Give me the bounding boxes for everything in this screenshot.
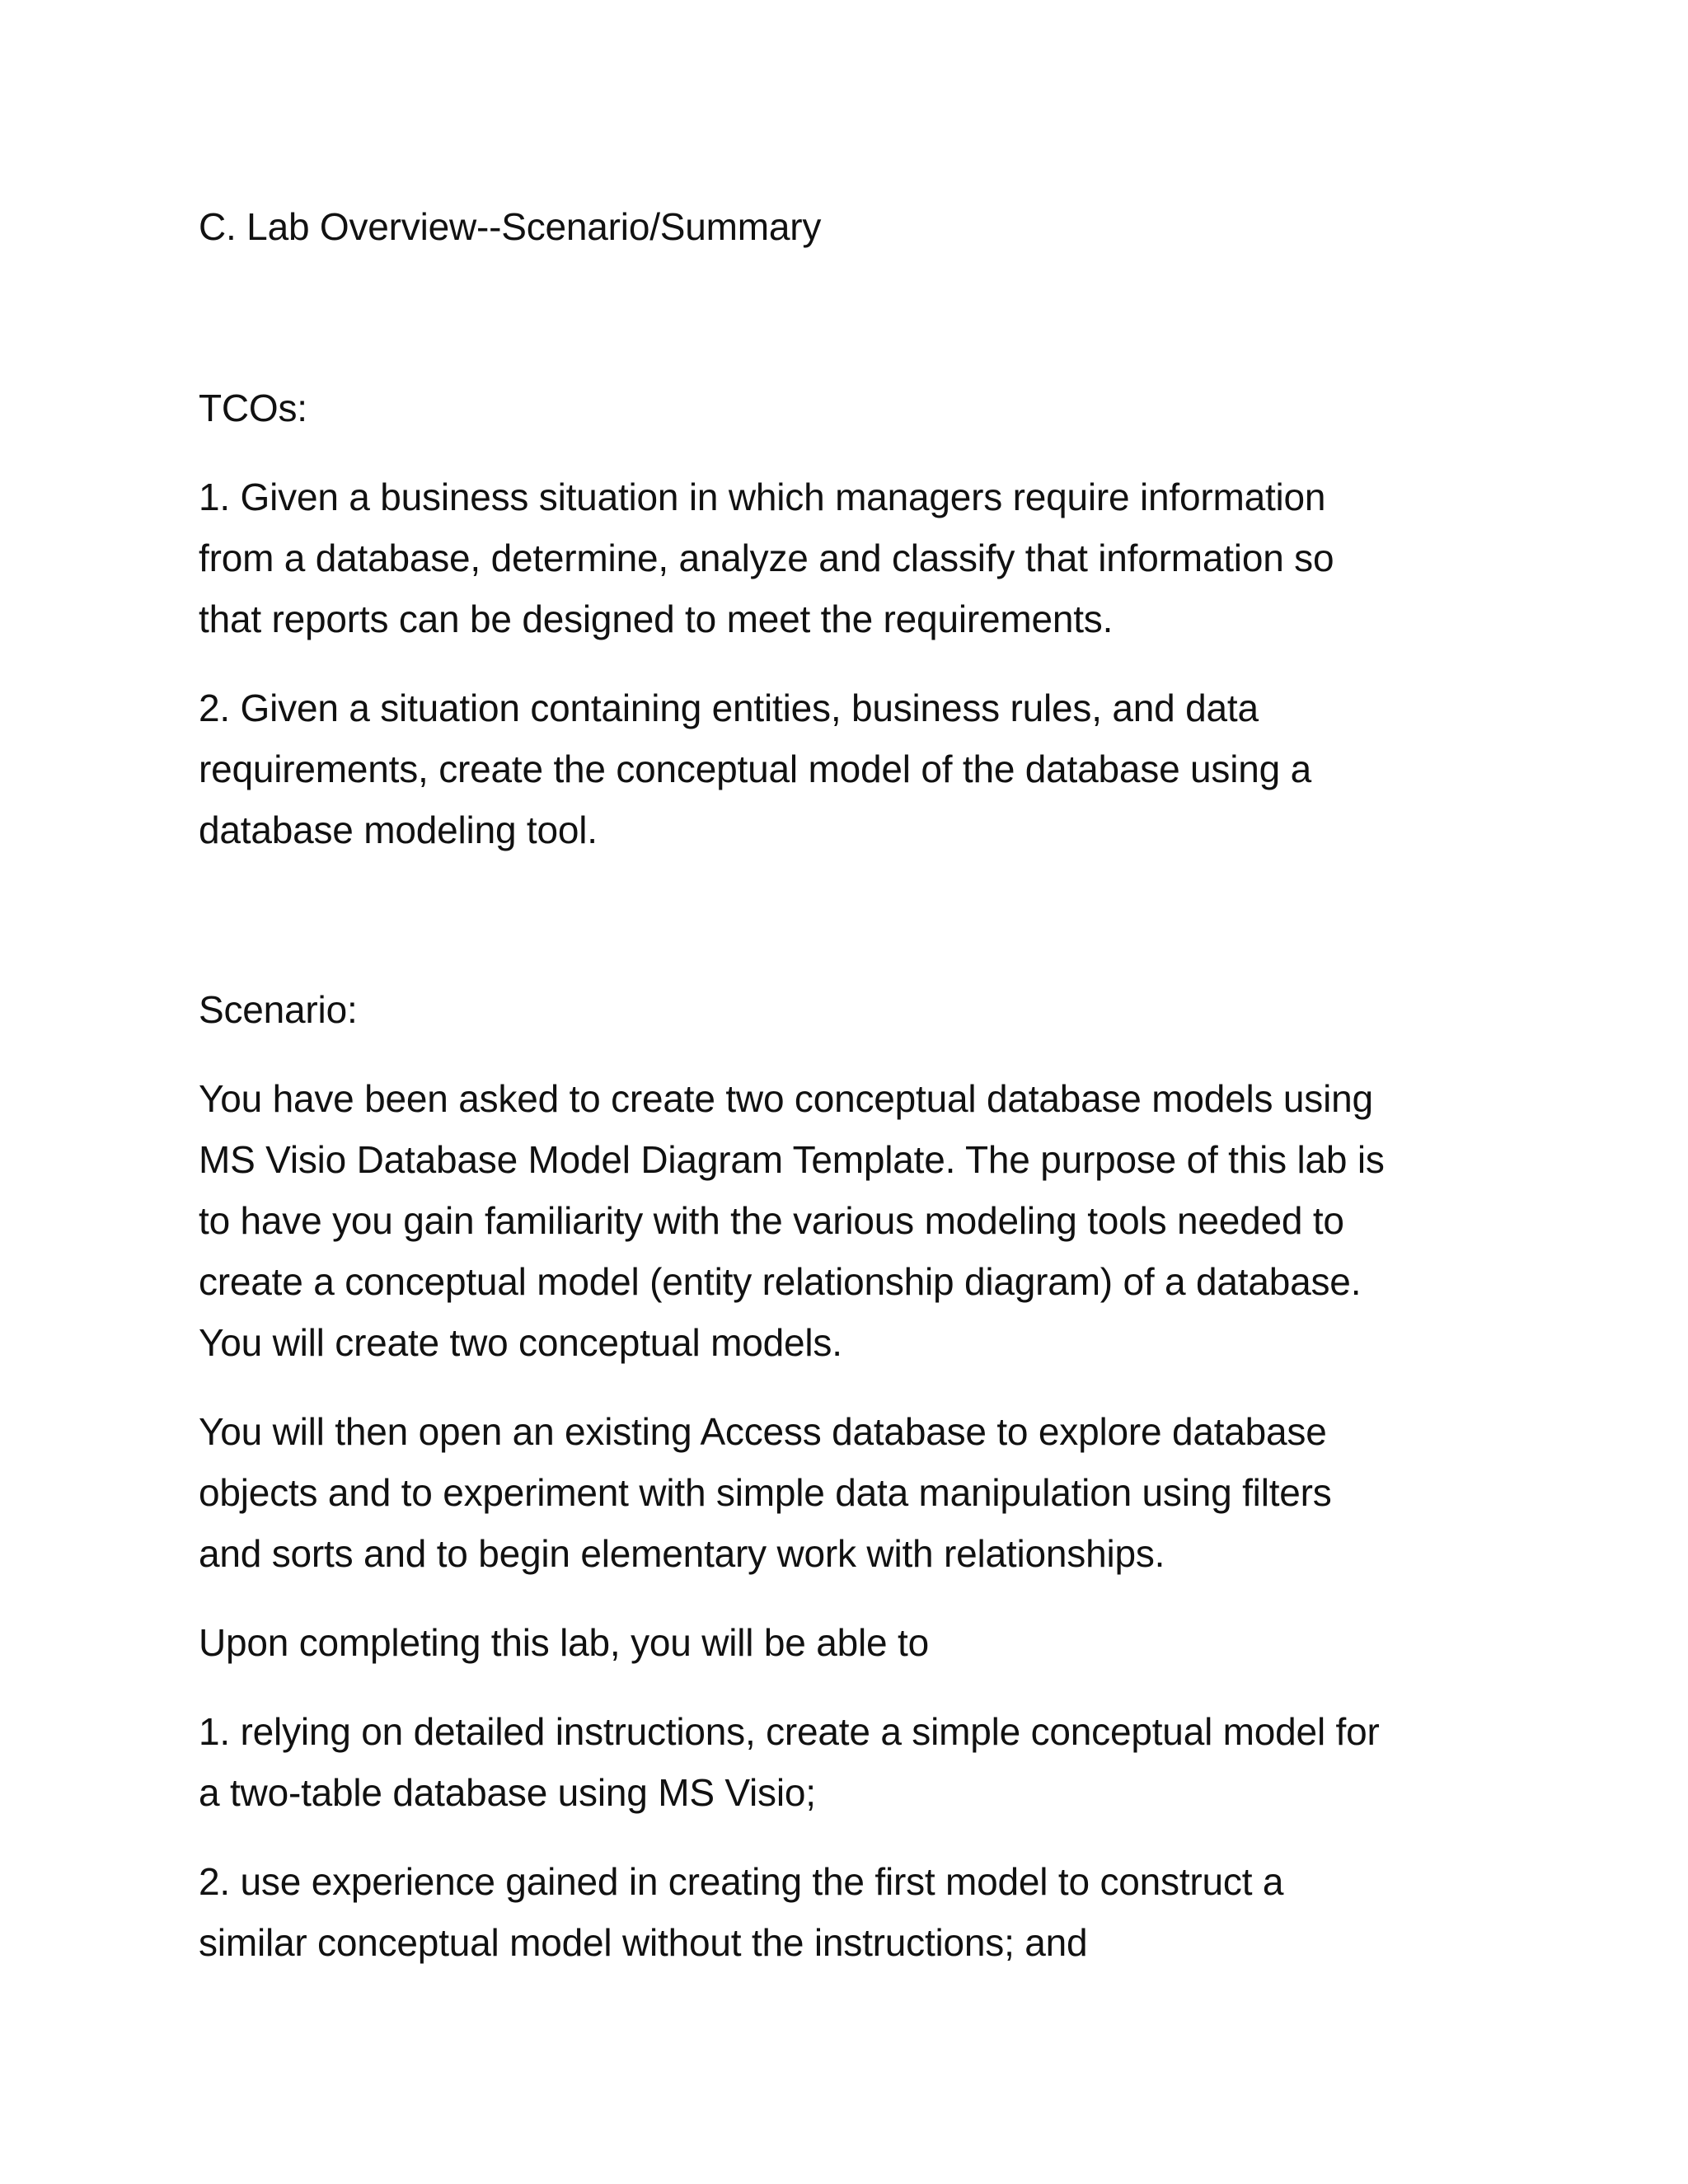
tco-item-1 [199,466,1517,649]
text-line: a two-table database using MS Visio; [199,1771,816,1814]
tco-item-2 [199,677,1517,860]
outcome-item-2 [199,1851,1517,1973]
text-line: similar conceptual model without the instructions; and [199,1921,1088,1964]
text-line: that reports can be designed to meet the requirements. [199,598,1114,640]
section-title: C. Lab Overview--Scenario/Summary [199,205,822,248]
text-line: 1. relying on detailed instructions, create a simple conceptual model for [199,1710,1380,1753]
text-line: database modeling tool. [199,808,598,851]
text-line: from a database, determine, analyze and classify that information so [199,537,1334,579]
text-line: 2. use experience gained in creating the first model to construct a [199,1860,1284,1903]
text-line: requirements, create the conceptual model of the database using a [199,748,1311,790]
document-body [199,196,1517,1973]
outcomes-intro: Upon completing this lab, you will be able to [199,1621,929,1664]
text-line: You will create two conceptual models. [199,1321,842,1364]
text-line: MS Visio Database Model Diagram Template. The purpose of this lab is [199,1138,1385,1181]
text-line: You have been asked to create two conceptual database models using [199,1077,1373,1120]
text-line: create a conceptual model (entity relationship diagram) of a database. [199,1260,1362,1303]
text-line: 2. Given a situation containing entities, business rules, and data [199,687,1259,729]
outcome-item-1 [199,1701,1517,1823]
text-line: and sorts and to begin elementary work with relationships. [199,1532,1165,1575]
text-line: to have you gain familiarity with the various modeling tools needed to [199,1199,1344,1242]
scenario-heading: Scenario: [199,988,358,1031]
scenario-paragraph-1 [199,1068,1517,1373]
text-line: You will then open an existing Access database to explore database [199,1410,1327,1453]
tcos-heading: TCOs: [199,387,307,429]
text-line: objects and to experiment with simple data manipulation using filters [199,1471,1332,1514]
text-line: 1. Given a business situation in which managers require information [199,476,1326,518]
scenario-paragraph-2 [199,1401,1517,1584]
